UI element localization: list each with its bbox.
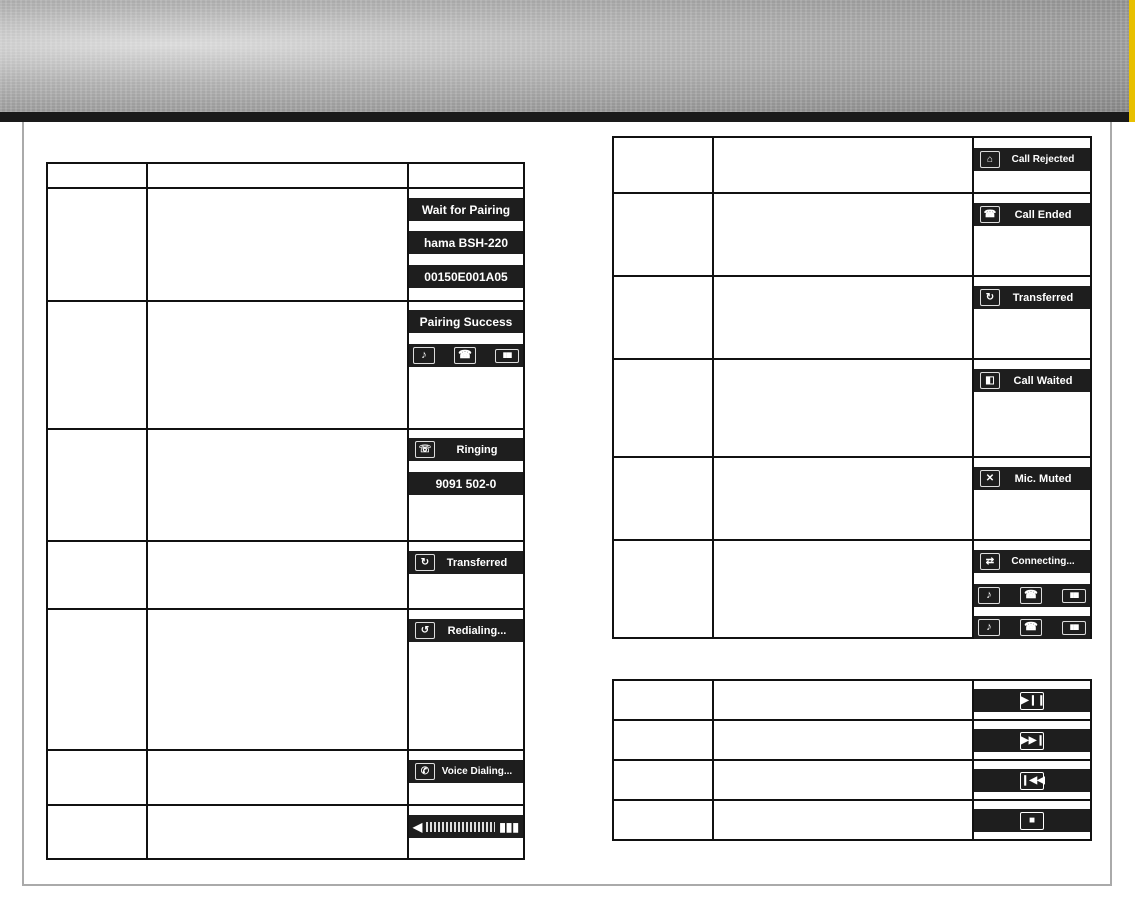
display-cell <box>973 680 1091 720</box>
function-cell <box>613 680 713 720</box>
play-pause-icon: ▶❙❙ <box>1020 692 1044 710</box>
display-cell <box>973 137 1091 193</box>
display-previous-track <box>974 769 1090 792</box>
header-rule <box>0 112 1135 122</box>
volume-level-bars <box>426 822 495 832</box>
display-cell <box>973 359 1091 457</box>
display-transferred-text: Transferred <box>1012 291 1074 304</box>
speaker-icon: ◀ <box>413 819 423 834</box>
table-row <box>613 800 1091 840</box>
table-row <box>47 541 524 609</box>
function-cell <box>47 609 147 750</box>
battery-icon: ▮▮▮ <box>495 349 519 363</box>
function-cell <box>47 750 147 805</box>
function-cell <box>613 457 713 540</box>
display-device-address: 00150E001A05 <box>409 265 523 288</box>
display-call-rejected-text: Call Rejected <box>1011 154 1075 165</box>
table-row <box>47 609 524 750</box>
description-cell <box>147 609 408 750</box>
table-row <box>613 540 1091 638</box>
table-row <box>47 429 524 541</box>
table-row <box>613 193 1091 276</box>
display-call-ended <box>974 203 1090 226</box>
display-transferred-text: Transferred <box>446 556 508 569</box>
header-cell <box>47 163 147 188</box>
display-call-waited <box>974 369 1090 392</box>
description-cell <box>713 457 973 540</box>
display-pairing-success: Pairing Success <box>409 310 523 333</box>
display-cell <box>973 276 1091 359</box>
description-cell <box>713 800 973 840</box>
display-next-track <box>974 729 1090 752</box>
function-cell <box>47 805 147 859</box>
function-cell <box>613 760 713 800</box>
phone-icon: ☎ <box>1020 587 1042 604</box>
description-cell <box>713 359 973 457</box>
description-cell <box>147 301 408 429</box>
display-mic-muted <box>974 467 1090 490</box>
display-volume <box>409 815 523 838</box>
description-cell <box>713 137 973 193</box>
music-icon: ♪ <box>978 619 1000 636</box>
display-cell <box>973 457 1091 540</box>
description-cell <box>147 188 408 301</box>
previous-track-icon: ❙◀◀ <box>1020 772 1044 790</box>
display-call-waited-text: Call Waited <box>1013 374 1073 387</box>
call-wait-icon: ◧ <box>980 372 1000 389</box>
hangup-icon: ☎ <box>980 206 1000 223</box>
display-play-pause <box>974 689 1090 712</box>
display-cell <box>408 429 524 541</box>
display-cell <box>408 301 524 429</box>
table-row <box>47 750 524 805</box>
battery-icon: ▮▮▮ <box>1062 589 1086 603</box>
display-ringing-text: Ringing <box>456 443 498 456</box>
next-track-icon: ▶▶❙ <box>1020 732 1044 750</box>
display-mic-muted-text: Mic. Muted <box>1014 472 1072 485</box>
display-transferred <box>974 286 1090 309</box>
display-wait-for-pairing: Wait for Pairing <box>409 198 523 221</box>
display-status-bar <box>974 616 1090 639</box>
table-row <box>613 276 1091 359</box>
table-row <box>47 301 524 429</box>
display-transferred <box>409 551 523 574</box>
function-cell <box>47 301 147 429</box>
stop-icon: ■ <box>1020 812 1044 830</box>
function-cell <box>613 193 713 276</box>
display-phone-number: 9091 502-0 <box>409 472 523 495</box>
table-row <box>47 188 524 301</box>
header-accent <box>1129 0 1135 122</box>
connect-icon: ⇄ <box>980 553 1000 570</box>
display-cell <box>408 750 524 805</box>
display-call-rejected <box>974 148 1090 171</box>
right-display-table <box>612 136 1092 639</box>
function-cell <box>613 540 713 638</box>
function-cell <box>47 429 147 541</box>
description-cell <box>713 680 973 720</box>
description-cell <box>147 429 408 541</box>
reject-icon: ⌂ <box>980 151 1000 168</box>
header-cell <box>147 163 408 188</box>
transfer-icon: ↻ <box>415 554 435 571</box>
description-cell <box>147 805 408 859</box>
display-cell <box>408 188 524 301</box>
ringing-icon: ☏ <box>415 441 435 458</box>
description-cell <box>713 193 973 276</box>
display-call-ended-text: Call Ended <box>1014 208 1072 221</box>
function-cell <box>47 541 147 609</box>
description-cell <box>147 750 408 805</box>
function-cell <box>613 720 713 760</box>
display-connecting <box>974 550 1090 573</box>
redial-icon: ↺ <box>415 622 435 639</box>
battery-icon: ▮▮▮ <box>499 819 519 834</box>
left-display-table <box>46 162 525 860</box>
table-row <box>613 720 1091 760</box>
phone-icon: ☎ <box>454 347 476 364</box>
header-banner <box>0 0 1135 112</box>
table-header-row <box>47 163 524 188</box>
display-voice-dialing-text: Voice Dialing... <box>441 766 513 777</box>
display-status-bar <box>409 344 523 367</box>
table-row <box>613 760 1091 800</box>
header-cell <box>408 163 524 188</box>
display-cell <box>973 193 1091 276</box>
description-cell <box>713 720 973 760</box>
display-redialing <box>409 619 523 642</box>
display-stop <box>974 809 1090 832</box>
function-cell <box>47 188 147 301</box>
display-cell <box>408 805 524 859</box>
table-row <box>613 457 1091 540</box>
display-cell <box>973 760 1091 800</box>
display-status-bar <box>974 584 1090 607</box>
display-device-name: hama BSH-220 <box>409 231 523 254</box>
table-row <box>613 359 1091 457</box>
function-cell <box>613 359 713 457</box>
function-cell <box>613 800 713 840</box>
display-cell <box>408 541 524 609</box>
media-control-table <box>612 679 1092 841</box>
display-connecting-text: Connecting... <box>1011 556 1075 567</box>
table-row <box>47 805 524 859</box>
function-cell <box>613 276 713 359</box>
description-cell <box>147 541 408 609</box>
table-row <box>613 137 1091 193</box>
display-cell <box>408 609 524 750</box>
description-cell <box>713 760 973 800</box>
display-voice-dialing <box>409 760 523 783</box>
description-cell <box>713 540 973 638</box>
display-cell <box>973 540 1091 638</box>
function-cell <box>613 137 713 193</box>
display-redialing-text: Redialing... <box>447 624 507 637</box>
description-cell <box>713 276 973 359</box>
voice-dial-icon: ✆ <box>415 763 435 780</box>
music-icon: ♪ <box>978 587 1000 604</box>
display-cell <box>973 720 1091 760</box>
battery-icon: ▮▮▮ <box>1062 621 1086 635</box>
phone-icon: ☎ <box>1020 619 1042 636</box>
display-cell <box>973 800 1091 840</box>
display-ringing <box>409 438 523 461</box>
table-row <box>613 680 1091 720</box>
mic-mute-icon: ✕ <box>980 470 1000 487</box>
transfer-icon: ↻ <box>980 289 1000 306</box>
music-icon: ♪ <box>413 347 435 364</box>
